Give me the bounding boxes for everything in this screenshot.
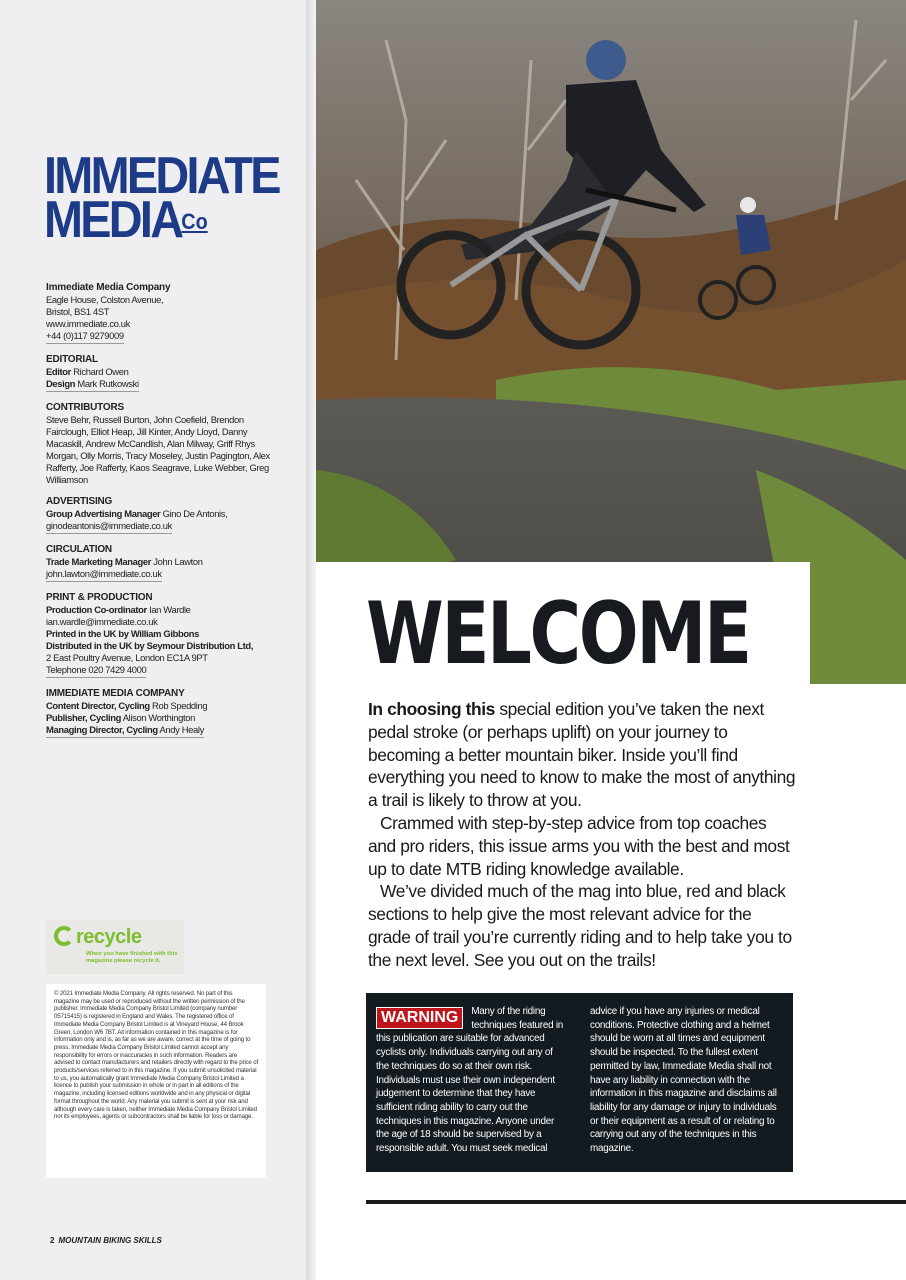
print-heading: PRINT & PRODUCTION [46,592,153,603]
page-folio [50,1236,162,1245]
company2-line-2: Publisher, Cycling Alison Worthington [46,712,195,723]
contributors-block [46,402,276,486]
advertising-block [46,496,276,534]
advertising-email: ginodeantonis@immediate.co.uk [46,520,172,534]
circulation-heading: CIRCULATION [46,544,112,555]
company2-heading: IMMEDIATE MEDIA COMPANY [46,688,185,699]
distributor-phone: Telephone 020 7429 4000 [46,664,146,678]
editor-line: Editor Richard Owen [46,366,129,377]
printed-by: Printed in the UK by William Gibbons [46,628,199,639]
company2-line-3: Managing Director, Cycling Andy Healy [46,724,204,738]
circulation-email: john.lawton@immediate.co.uk [46,568,162,582]
circulation-line: Trade Marketing Manager John Lawton [46,556,203,567]
company-phone: +44 (0)117 9279009 [46,330,124,344]
recycle-icon [54,926,74,946]
distributed-by: Distributed in the UK by Seymour Distribution Ltd, [46,640,253,651]
warning-column-1: WARNING Many of the riding techniques featured in this publication are suitable for advanced cyclists only. Individuals carrying out any of the techniques do so at their own risk. Individuals must use their own independent judgement to determine that they have sufficient riding ability to carry out the techniques in this magazine. Anyone under the age of 18 should be supervised by a responsible adult. You must seek medical [376,1006,564,1155]
magazine-title: MOUNTAIN BIKING SKILLS [58,1236,162,1245]
advertising-line: Group Advertising Manager Gino De Antonis, [46,508,228,519]
warning-box [366,993,793,1172]
print-line: Production Co-ordinator Ian Wardle [46,604,191,615]
company-address-1: Eagle House, Colston Avenue, [46,294,164,305]
print-block [46,592,276,678]
logo-line-1: IMMEDIATE [44,147,279,205]
warning-column-2: advice if you have any injuries or medical conditions. Protective clothing and a helmet should be worn at all times and equipment should be inspected. To the fullest extent permitted by law, Immediate Media shall not have any liability in connection with the information in this magazine and disclaims all liability for any damage or injury to individuals or their equipment as a result of or relating to carrying out any of the techniques in this magazine. [590,1006,777,1155]
page-spine [306,0,316,1280]
warning-tag: WARNING [376,1007,463,1029]
company-title: Immediate Media Company [46,282,171,293]
contributors-names: Steve Behr, Russell Burton, John Coefield, Brendon Fairclough, Elliot Heap, Jill Kinter, Andy Lloyd, Danny Macaskill, Andrew McCandlish, Alan Milway, Griff Rhys Morgan, Olly Morris, Tracy Moseley, Justin Pagington, Alex Rafferty, Joe Rafferty, Kaos Seagrave, Luke Webber, Greg Williamson [46,414,270,485]
advertising-heading: ADVERTISING [46,496,113,507]
contributors-heading: CONTRIBUTORS [46,402,124,413]
legal-notice: © 2021 Immediate Media Company. All rights reserved. No part of this magazine may be used or reproduced without the written permission of the publisher. Immediate Media Company Bristol Limited (company number 05715415) is registered in England and Wales. The registered office of Immediate Media Company Bristol Limited is at Vineyard House, 44 Brook Green, London W6 7BT. All information contained in this magazine is for information only and is, as far as we are aware, correct at the time of going to press. Immediate Media Company Bristol Limited cannot accept any responsibility for errors or inaccuracies in such information. Readers are advised to contact manufacturers and retailers directly with regard to the price of products/services referred to in this magazine. If you submit unsolicited material to us, you automatically grant Immediate Media Company Bristol Limited a licence to publish your submission in whole or in part in all editions of the magazine, including licensed editions worldwide and in any physical or digital format throughout the world. Any material you submit is sent at your risk and although every care is taken, neither Immediate Media Company Bristol Limited nor its employees, agents or subcontractors shall be liable for loss or damage. [46,984,266,1178]
logo-line-2: $MEDIA^{Co}$ [44,191,208,249]
editorial-heading: EDITORIAL [46,354,98,365]
page-headline: WELCOME [366,584,750,684]
masthead [46,282,276,748]
company2-line-1: Content Director, Cycling Rob Spedding [46,700,208,711]
company-block [46,282,276,344]
paragraph-3: We’ve divided much of the mag into blue, red and black sections to help give the most relevant advice for the grade of trail you’re currently riding and to help take you to the next level. See you out on the trails! [368,881,792,970]
recycle-word: recycle [54,926,141,949]
print-email: ian.wardle@immediate.co.uk [46,616,158,627]
editorial-block [46,354,276,392]
company-web: www.immediate.co.uk [46,318,131,329]
logo-sup: Co [181,209,208,234]
welcome-text [368,698,798,972]
design-line: Design Mark Rutkowski [46,378,139,392]
bottom-rule [366,1200,906,1204]
company-address-2: Bristol, BS1 4ST [46,306,110,317]
page-number: 2 [50,1236,55,1245]
distributor-address: 2 East Poultry Avenue, London EC1A 9PT [46,652,208,663]
recycle-note: When you have finished with this magazine please recycle it. [86,951,178,964]
company2-block [46,688,276,738]
circulation-block [46,544,276,582]
paragraph-1: In choosing this special edition you’ve taken the next pedal stroke (or perhaps uplift) on your journey to becoming a better mountain biker. Inside you’ll find everything you need to know to make the most of anything a trail is likely to throw at you. [368,699,796,811]
paragraph-2: Crammed with step-by-step advice from top coaches and pro riders, this issue arms you with the best and most up to date MTB riding knowledge available. [368,812,790,879]
publisher-logo [44,147,279,249]
recycle-badge [46,920,184,974]
lead-in: In choosing this [368,699,495,719]
